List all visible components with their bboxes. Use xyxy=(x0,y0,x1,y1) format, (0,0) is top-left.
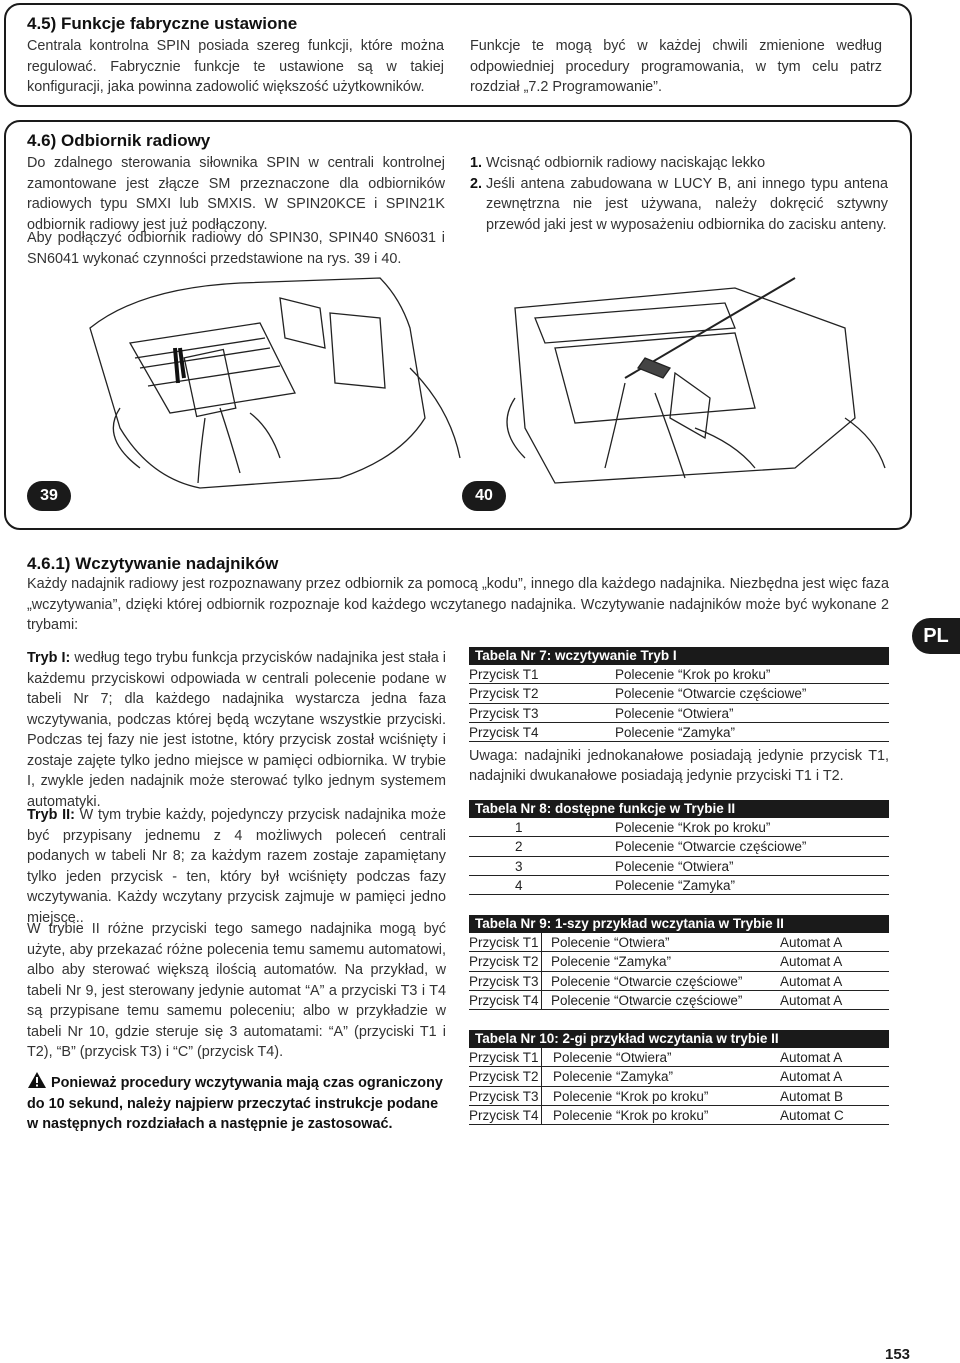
table-row: 3 Polecenie “Otwiera” xyxy=(469,857,889,876)
table-9-title: Tabela Nr 9: 1-szy przykład wczytania w Trybie II xyxy=(469,915,889,933)
mode-2-more-paragraph: W trybie II różne przyciski tego samego nadajnika mogą być użyte, aby przekazać różne polecenia temu samemu automatowi, albo aby sterować większą ilością automatów. Na przykład, w tabeli Nr 9, jest sterowany jedynie automat “A” a przyciski T3 i T4 są przypisane temu samemu poleceniu; albo w przykładzie w tabeli Nr 10, gdzie steruje się 3 automatami: “A” (przyciski T1 i T2), “B” (przycisk T3) i “C” (przycisk T4). xyxy=(27,921,446,1060)
language-tab: PL xyxy=(912,618,960,654)
table-row: Przycisk T4 Polecenie “Zamyka” xyxy=(469,723,889,742)
table-9 xyxy=(469,915,889,1010)
receiver-illustration-40 xyxy=(495,268,895,493)
figure-40-badge: 40 xyxy=(462,481,506,511)
table-10-title: Tabela Nr 10: 2-gi przykład wczytania w trybie II xyxy=(469,1030,889,1048)
mode-1-label: Tryb I: xyxy=(27,650,71,666)
table-10 xyxy=(469,1030,889,1125)
section-4-6-1-heading: 4.6.1) Wczytywanie nadajników xyxy=(27,554,279,573)
section-4-6-1-intro: Każdy nadajnik radiowy jest rozpoznawany przez odbiornik za pomocą „kodu”, innego dla każdego nadajnika. Niezbędna jest więc faza „wczytywania”, dzięki której odbiornik rozpoznaje kod każdego wczytanego nadajnika. Wczytywanie nadajników może być wykonane 2 trybami: xyxy=(27,576,889,633)
table-8 xyxy=(469,800,889,895)
table-row: Przycisk T3 Polecenie “Otwiera” xyxy=(469,704,889,723)
warning-text: Ponieważ procedury wczytywania mają czas ograniczony do 10 sekund, należy najpierw przeczytać instrukcje podane w następnych rozdziałach a następnie je zastosować. xyxy=(27,1075,443,1132)
table-8-title: Tabela Nr 8: dostępne funkcje w Trybie II xyxy=(469,800,889,818)
step-2-text: Jeśli antena zabudowana w LUCY B, ani innego typu antena zewnętrzna nie jest używana, należy dokręcić sztywny przewód jaki jest w wyposażeniu odbiornika do zacisku anteny. xyxy=(486,175,888,233)
table-row: Przycisk T3 Polecenie “Otwarcie częściowe” Automat A xyxy=(469,972,889,991)
table-row: Przycisk T2 Polecenie “Zamyka” Automat A xyxy=(469,952,889,971)
mode-2-text: W tym trybie każdy, pojedynczy przycisk nadajnika może być przypisany jednemu z 4 możliwych poleceń centrali podanych w tabeli Nr 8; za każdym razem zostaje zapamiętany tylko jeden przycisk - ten, który był wciśnięty podczas fazy wczytywania. Każdy wczytany przycisk zajmuje w pamięci jedno miejsce.. xyxy=(27,807,446,926)
section-4-6-heading: 4.6) Odbiornik radiowy xyxy=(27,131,211,150)
figure-39-badge: 39 xyxy=(27,481,71,511)
table-row: Przycisk T4 Polecenie “Krok po kroku” Automat C xyxy=(469,1106,889,1125)
warning-icon xyxy=(27,1071,47,1089)
mode-1-text: według tego trybu funkcja przycisków nadajnika jest stała i każdemu przyciskowi odpowiada w centrali polecenie podane w tabeli Nr 7; dla każdego nadajnika wystarcza jedna faza wczytywania, podczas której będą wczytane wszystkie przyciski. Podczas tej fazy nie jest istotne, który przycisk został wciśnięty i zostaje zajęte tylko jedno miejsce w pamięci odbiornika. W trybie I, zwykle jeden nadajnik może sterować tylko jednym systemem automatyki. xyxy=(27,650,446,810)
table-row: Przycisk T1 Polecenie “Otwiera” Automat A xyxy=(469,1048,889,1067)
warning-paragraph xyxy=(27,1071,446,1135)
section-4-6-paragraph-1: Do zdalnego sterowania siłownika SPIN w centrali kontrolnej zamontowane jest złącze SM przeznaczone dla odbiorników radiowych typu SMXI lub SMXIS. W SPIN20KCE i SPIN21K odbiornik radiowy jest już podłączony. xyxy=(27,155,445,233)
mode-1-paragraph xyxy=(27,648,446,812)
step-2-number: 2. xyxy=(470,175,483,192)
section-4-5-right-text: Funkcje te mogą być w każdej chwili zmienione według odpowiedniej procedury programowania, w tym celu patrz rozdział „7.2 Programowanie”. xyxy=(470,38,882,95)
section-4-6-paragraph-2: Aby podłączyć odbiornik radiowy do SPIN30, SPIN40 SN6031 i SN6041 wykonać czynności przedstawione na rys. 39 i 40. xyxy=(27,230,445,267)
table-row: Przycisk T1 Polecenie “Otwiera” Automat A xyxy=(469,933,889,952)
step-2 xyxy=(470,174,888,236)
table-7-note: Uwaga: nadajniki jednokanałowe posiadają jedynie przycisk T1, nadajniki dwukanałowe posiadają jedynie przyciski T1 i T2. xyxy=(469,748,889,784)
table-7-title: Tabela Nr 7: wczytywanie Tryb I xyxy=(469,647,889,665)
steps-list xyxy=(470,153,888,235)
page-number: 153 xyxy=(885,1346,911,1363)
mode-2-label: Tryb II: xyxy=(27,807,75,823)
step-1-text: Wcisnąć odbiornik radiowy naciskając lekko xyxy=(486,155,766,171)
step-1 xyxy=(470,153,888,174)
section-4-5-left-text: Centrala kontrolna SPIN posiada szereg funkcji, które można regulować. Fabrycznie funkcje te ustawione są w takiej konfiguracji, jaka powinna zadowolić większość użytkowników. xyxy=(27,38,444,95)
table-row: 4 Polecenie “Zamyka” xyxy=(469,876,889,895)
table-row: 2 Polecenie “Otwarcie częściowe” xyxy=(469,837,889,856)
step-1-number: 1. xyxy=(470,155,483,171)
table-row: Przycisk T1 Polecenie “Krok po kroku” xyxy=(469,665,889,684)
table-row: Przycisk T4 Polecenie “Otwarcie częściowe” Automat A xyxy=(469,991,889,1010)
table-row: Przycisk T2 Polecenie “Zamyka” Automat A xyxy=(469,1067,889,1086)
mode-2-paragraph xyxy=(27,805,446,928)
table-row: Przycisk T2 Polecenie “Otwarcie częściowe” xyxy=(469,684,889,703)
table-7 xyxy=(469,647,889,742)
receiver-illustration-39 xyxy=(80,268,470,493)
table-row: 1 Polecenie “Krok po kroku” xyxy=(469,818,889,837)
table-row: Przycisk T3 Polecenie “Krok po kroku” Automat B xyxy=(469,1087,889,1106)
section-4-5-heading: 4.5) Funkcje fabryczne ustawione xyxy=(27,14,298,33)
